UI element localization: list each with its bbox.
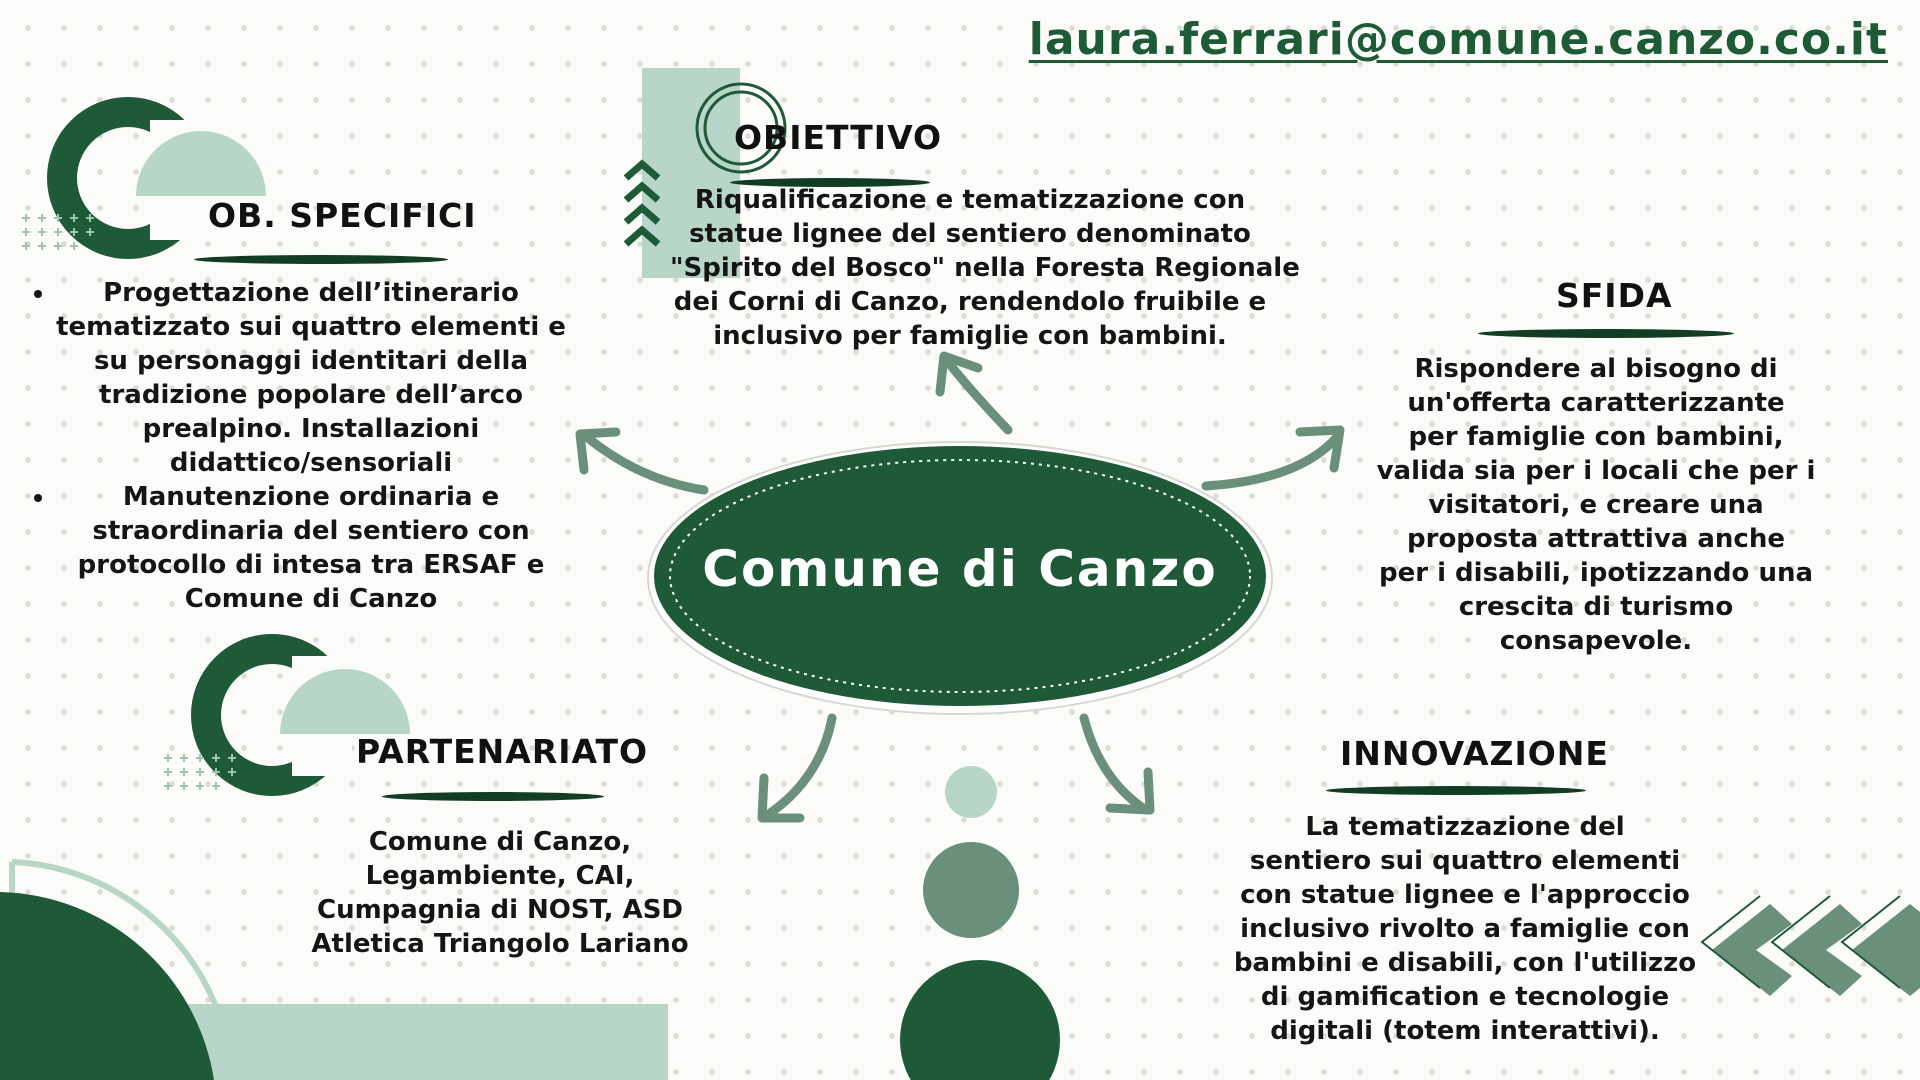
list-item: • Progettazione dell’itinerario tematizzato sui quattro elementi e su personaggi identitari della tradizione popolare dell’arco prealpino. Installazioni didattico/sensoriali: [56, 276, 566, 480]
challenge-heading: SFIDA: [1556, 276, 1673, 315]
email-link[interactable]: laura.ferrari@comune.canzo.co.it: [1028, 14, 1888, 65]
objective-text: Riqualificazione e tematizzazione con statue lignee del sentiero denominato "Spirito del Bosco" nella Foresta Regionale dei Corni di Canzo, rendendolo fruibile e inclusivo per famiglie con bambini.: [670, 185, 1300, 351]
objective-heading: OBIETTIVO: [734, 118, 943, 157]
challenge-text: Rispondere al bisogno di un'offerta caratterizzante per famiglie con bambini, valida sia per i locali che per i visitatori, e creare una proposta attrattiva anche per i disabili, ipotizzando una crescita di turismo consapevole.: [1376, 354, 1816, 656]
specific-heading: OB. SPECIFICI: [208, 196, 477, 235]
innovation-heading: INNOVAZIONE: [1340, 734, 1609, 773]
center-title: Comune di Canzo: [702, 540, 1218, 598]
challenge-underline: [1478, 329, 1734, 338]
dot-medium: [923, 842, 1019, 938]
dot-small: [945, 766, 997, 818]
partnership-heading: PARTENARIATO: [356, 732, 649, 771]
partnership-text: Comune di Canzo, Legambiente, CAI, Cumpagnia di NOST, ASD Atletica Triangolo Lariano: [311, 827, 689, 959]
partnership-underline: [382, 792, 604, 801]
specific-underline: [194, 255, 448, 264]
list-item: • Manutenzione ordinaria e straordinaria del sentiero con protocollo di intesa tra ERSAF e Comune di Canzo: [56, 480, 566, 616]
innovation-text: La tematizzazione del sentiero sui quattro elementi con statue lignee e l'approccio inclusivo rivolto a famiglie con bambini e disabili, con l'utilizzo di gamification e tecnologie digitali (totem interattivi).: [1233, 812, 1697, 1046]
innovation-underline: [1326, 786, 1586, 795]
corner-quarter: [0, 892, 214, 1080]
chevron-left-icon: [1702, 896, 1920, 996]
specific-list: [30, 276, 566, 616]
dot-large: [900, 960, 1060, 1080]
